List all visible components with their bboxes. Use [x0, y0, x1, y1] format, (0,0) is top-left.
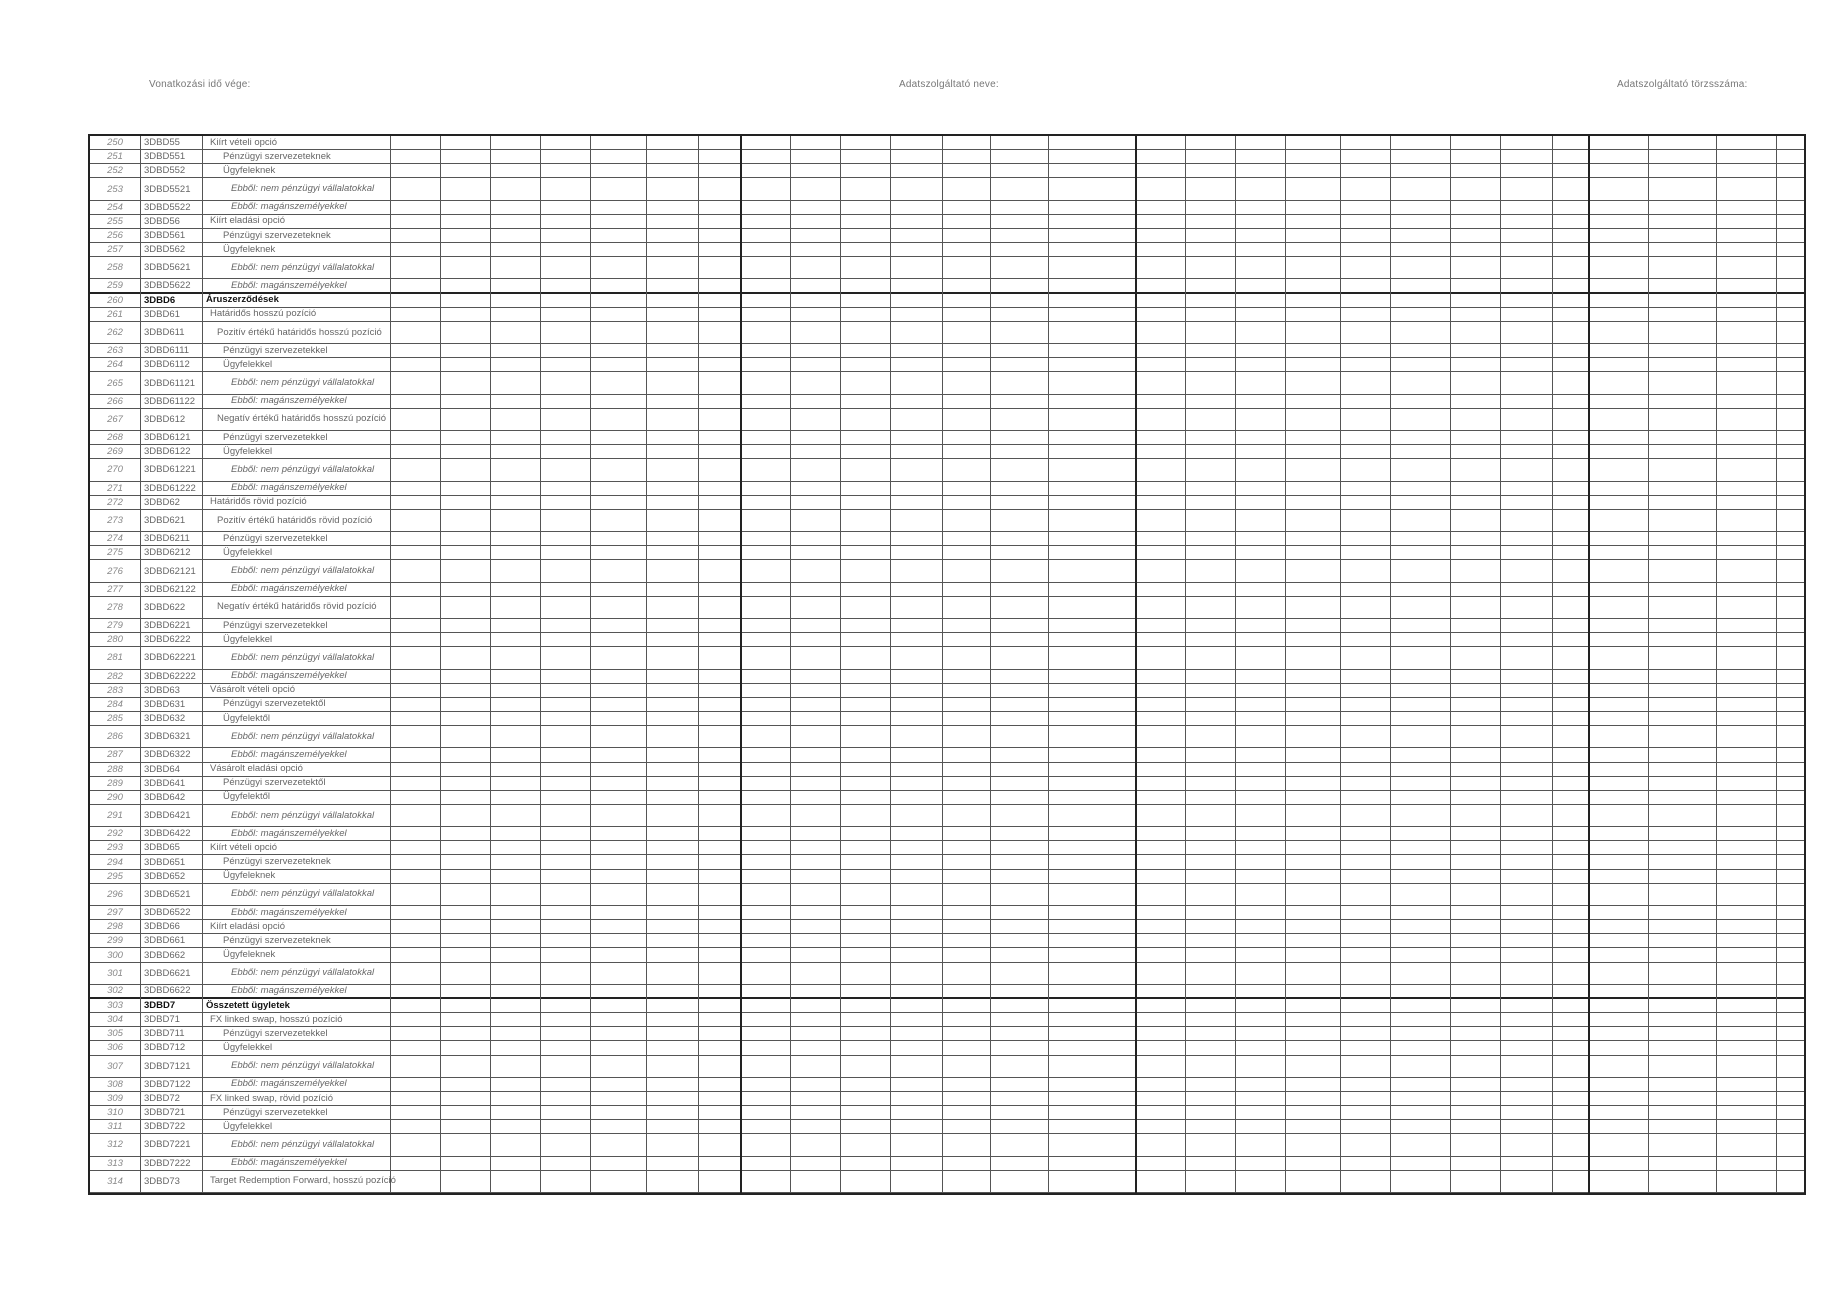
row-label: Ebből: magánszemélyekkel [231, 482, 347, 494]
grid-column-line [1390, 136, 1391, 1193]
row-label: Pénzügyi szervezetektől [223, 698, 326, 710]
table-row [90, 409, 1804, 431]
table-row [90, 827, 1804, 841]
row-number: 287 [107, 749, 123, 761]
row-code: 3DBD632 [144, 713, 186, 725]
row-number: 284 [107, 698, 123, 710]
row-label: Vásárolt eladási opció [210, 763, 303, 775]
row-number: 251 [107, 151, 123, 163]
grid-column-line [790, 136, 791, 1193]
table-row [90, 712, 1804, 726]
row-label: Kiírt eladási opció [210, 215, 285, 227]
row-code: 3DBD6621 [144, 967, 191, 979]
row-label: Ügyfelektől [223, 791, 270, 803]
row-number: 272 [107, 496, 123, 508]
grid-column-line [990, 136, 991, 1193]
row-number: 255 [107, 215, 123, 227]
table-row [90, 344, 1804, 358]
row-code: 3DBD722 [144, 1121, 186, 1133]
row-label: Ügyfelekkel [223, 445, 273, 457]
row-label: Ebből: magánszemélyekkel [231, 1157, 347, 1169]
row-number: 307 [107, 1060, 123, 1072]
row-number: 299 [107, 935, 123, 947]
grid-column-line [440, 136, 441, 1193]
row-label: Kiírt vételi opció [210, 136, 278, 148]
row-code: 3DBD7121 [144, 1060, 191, 1072]
table-row [90, 870, 1804, 884]
row-code: 3DBD6212 [144, 547, 191, 559]
table-row [90, 178, 1804, 200]
header-reference-period-end: Vonatkozási idő vége: [149, 79, 251, 90]
grid-column-line [1450, 136, 1451, 1193]
row-number: 269 [107, 446, 123, 458]
row-label: Pénzügyi szervezetekkel [223, 1106, 328, 1118]
table-row [90, 670, 1804, 684]
row-code: 3DBD552 [144, 165, 186, 177]
row-code: 3DBD73 [144, 1175, 180, 1187]
row-label: Pénzügyi szervezeteknek [223, 934, 331, 946]
row-code: 3DBD63 [144, 684, 180, 696]
row-code: 3DBD6112 [144, 359, 190, 371]
row-number: 283 [107, 684, 123, 696]
row-number: 266 [107, 395, 123, 407]
grid-column-line [1716, 136, 1717, 1193]
table-row [90, 619, 1804, 633]
row-number: 267 [107, 413, 123, 425]
row-number: 261 [107, 308, 123, 320]
row-code: 3DBD612 [144, 413, 186, 425]
row-label: Ebből: nem pénzügyi vállalatokkal [231, 1138, 375, 1150]
row-number: 313 [107, 1157, 123, 1169]
row-label: Ebből: magánszemélyekkel [231, 827, 347, 839]
row-number: 270 [107, 464, 123, 476]
row-label: Ebből: magánszemélyekkel [231, 1078, 347, 1090]
row-number: 278 [107, 601, 123, 613]
row-number: 294 [107, 856, 123, 868]
row-code: 3DBD7221 [144, 1139, 191, 1151]
row-label: Ebből: nem pénzügyi vállalatokkal [231, 463, 375, 475]
grid-column-line [202, 136, 203, 1193]
row-label: Pozitív értékű határidős hosszú pozíció [217, 326, 382, 338]
row-number: 258 [107, 262, 123, 274]
table-row [90, 698, 1804, 712]
table-row [90, 985, 1804, 999]
row-label: Ebből: magánszemélyekkel [231, 279, 347, 291]
header-provider-registration-number: Adatszolgáltató törzsszáma: [1617, 79, 1748, 90]
table-row [90, 482, 1804, 496]
row-label: Ebből: nem pénzügyi vállalatokkal [231, 809, 375, 821]
grid-column-line [1185, 136, 1186, 1193]
grid-column-line [1340, 136, 1341, 1193]
table-row [90, 777, 1804, 791]
table-row [90, 1041, 1804, 1055]
row-label: Pénzügyi szervezetekkel [223, 1027, 328, 1039]
row-code: 3DBD711 [144, 1028, 185, 1040]
row-code: 3DBD6121 [144, 432, 191, 444]
row-label: Ebből: nem pénzügyi vállalatokkal [231, 967, 375, 979]
row-number: 286 [107, 731, 123, 743]
row-number: 311 [107, 1121, 123, 1133]
row-code: 3DBD71 [144, 1014, 180, 1026]
table-row [90, 510, 1804, 532]
row-label: FX linked swap, hosszú pozíció [210, 1013, 343, 1025]
row-code: 3DBD6622 [144, 985, 191, 997]
table-row [90, 1157, 1804, 1171]
row-label: Ügyfelekkel [223, 546, 273, 558]
row-code: 3DBD62221 [144, 652, 196, 664]
grid-column-line [840, 136, 841, 1193]
row-label: Ebből: magánszemélyekkel [231, 984, 347, 996]
row-number: 260 [107, 294, 123, 306]
row-number: 303 [107, 1000, 123, 1012]
table-row [90, 920, 1804, 934]
table-row [90, 948, 1804, 962]
row-code: 3DBD61222 [144, 482, 196, 494]
grid-column-line [1135, 136, 1137, 1193]
row-number: 262 [107, 327, 123, 339]
row-number: 310 [107, 1107, 123, 1119]
grid-column-line [890, 136, 891, 1193]
row-number: 254 [107, 201, 123, 213]
table-row [90, 532, 1804, 546]
row-code: 3DBD641 [144, 777, 186, 789]
row-label: Negatív értékű határidős rövid pozíció [217, 601, 377, 613]
row-code: 3DBD662 [144, 949, 186, 961]
row-label: Ügyfeleknek [223, 949, 276, 961]
row-number: 274 [107, 533, 123, 545]
row-code: 3DBD6521 [144, 888, 191, 900]
row-code: 3DBD631 [144, 698, 186, 710]
row-number: 277 [107, 583, 123, 595]
row-code: 3DBD622 [144, 601, 186, 613]
row-code: 3DBD65 [144, 842, 180, 854]
row-code: 3DBD551 [144, 151, 186, 163]
row-label: Ebből: magánszemélyekkel [231, 748, 347, 760]
row-label: Ügyfelektől [223, 712, 270, 724]
row-number: 289 [107, 777, 123, 789]
grid-column-line [1588, 136, 1590, 1193]
row-code: 3DBD611 [144, 327, 185, 339]
row-label: Kiírt eladási opció [210, 920, 285, 932]
grid-column-line [1776, 136, 1777, 1193]
row-code: 3DBD56 [144, 215, 180, 227]
row-label: Ügyfelekkel [223, 358, 273, 370]
table-row [90, 445, 1804, 459]
row-label: Ügyfelekkel [223, 1120, 273, 1132]
row-number: 268 [107, 432, 123, 444]
row-number: 256 [107, 230, 123, 242]
table-row [90, 999, 1804, 1013]
row-code: 3DBD661 [144, 935, 186, 947]
row-code: 3DBD652 [144, 870, 186, 882]
row-number: 282 [107, 670, 123, 682]
row-number: 308 [107, 1078, 123, 1090]
row-code: 3DBD6222 [144, 634, 191, 646]
row-number: 275 [107, 547, 123, 559]
row-number: 279 [107, 620, 123, 632]
row-label: Pénzügyi szervezetekkel [223, 431, 328, 443]
row-code: 3DBD651 [144, 856, 186, 868]
grid-column-line [1235, 136, 1236, 1193]
grid-column-line [390, 136, 391, 1193]
table-row [90, 431, 1804, 445]
table-row [90, 215, 1804, 229]
row-code: 3DBD62121 [144, 565, 196, 577]
row-number: 271 [107, 482, 123, 494]
row-number: 276 [107, 565, 123, 577]
table-row [90, 459, 1804, 481]
row-code: 3DBD66 [144, 921, 180, 933]
row-label: Ebből: nem pénzügyi vállalatokkal [231, 377, 375, 389]
table-row [90, 597, 1804, 619]
table-row [90, 583, 1804, 597]
row-label: Ebből: nem pénzügyi vállalatokkal [231, 651, 375, 663]
row-label: Pénzügyi szervezetekkel [223, 532, 328, 544]
table-row [90, 164, 1804, 178]
header-provider-name: Adatszolgáltató neve: [899, 79, 999, 90]
table-row [90, 308, 1804, 322]
row-label: Ügyfeleknek [223, 164, 276, 176]
table-row [90, 763, 1804, 777]
row-number: 309 [107, 1093, 123, 1104]
table-row [90, 136, 1804, 150]
grid-column-line [1500, 136, 1501, 1193]
row-label: Határidős rövid pozíció [210, 496, 307, 508]
row-code: 3DBD7222 [144, 1157, 191, 1169]
row-number: 281 [107, 652, 123, 664]
grid-column-line [942, 136, 943, 1193]
row-number: 292 [107, 828, 123, 840]
table-row [90, 841, 1804, 855]
grid-column-line [1048, 136, 1049, 1193]
row-number: 259 [107, 280, 123, 292]
grid-column-line [646, 136, 647, 1193]
row-number: 252 [107, 165, 123, 177]
table-row [90, 1027, 1804, 1041]
row-number: 301 [107, 967, 123, 979]
row-code: 3DBD6322 [144, 749, 191, 761]
row-code: 3DBD6211 [144, 533, 190, 545]
row-label: Pozitív értékű határidős rövid pozíció [217, 514, 373, 526]
row-label: Ebből: magánszemélyekkel [231, 583, 347, 595]
grid-column-line [140, 136, 141, 1193]
grid-column-line [1552, 136, 1553, 1193]
row-label: Pénzügyi szervezetekkel [223, 344, 328, 356]
table-row [90, 150, 1804, 164]
row-label: Vásárolt vételi opció [210, 684, 296, 696]
row-number: 263 [107, 345, 123, 357]
row-label: Ebből: nem pénzügyi vállalatokkal [231, 183, 375, 195]
table-row [90, 906, 1804, 920]
row-label: Negatív értékű határidős hosszú pozíció [217, 413, 386, 425]
row-label: Kiírt vételi opció [210, 841, 278, 853]
row-code: 3DBD7 [144, 1000, 176, 1012]
row-code: 3DBD6122 [144, 446, 191, 458]
table-row [90, 1013, 1804, 1027]
row-number: 273 [107, 515, 123, 526]
row-code: 3DBD72 [144, 1093, 180, 1104]
row-label: Ebből: nem pénzügyi vállalatokkal [231, 730, 375, 742]
grid-column-line [740, 136, 742, 1193]
row-label: Ebből: magánszemélyekkel [231, 670, 347, 682]
row-code: 3DBD61121 [144, 377, 196, 389]
row-label: Ebből: nem pénzügyi vállalatokkal [231, 888, 375, 900]
row-label: Ebből: nem pénzügyi vállalatokkal [231, 1060, 375, 1072]
table-row [90, 1078, 1804, 1092]
grid-column-line [540, 136, 541, 1193]
row-label: Ügyfeleknek [223, 870, 276, 882]
row-label: Összetett ügyletek [206, 999, 290, 1011]
data-table [88, 134, 1806, 1195]
row-code: 3DBD64 [144, 763, 180, 775]
row-number: 253 [107, 183, 123, 195]
grid-column-line [1285, 136, 1286, 1193]
row-number: 297 [107, 907, 123, 919]
table-row [90, 279, 1804, 293]
row-number: 312 [107, 1139, 123, 1151]
row-code: 3DBD6321 [144, 731, 191, 743]
table-row [90, 560, 1804, 582]
table-row [90, 726, 1804, 748]
row-number: 306 [107, 1042, 123, 1054]
row-code: 3DBD61 [144, 308, 180, 320]
row-number: 264 [107, 359, 123, 371]
row-number: 304 [107, 1014, 123, 1026]
row-number: 257 [107, 244, 123, 256]
row-code: 3DBD642 [144, 791, 186, 803]
row-code: 3DBD62122 [144, 583, 196, 595]
table-row [90, 229, 1804, 243]
table-row [90, 963, 1804, 985]
row-label: Pénzügyi szervezeteknek [223, 856, 331, 868]
table-row [90, 358, 1804, 372]
table-row [90, 633, 1804, 647]
row-code: 3DBD62222 [144, 670, 196, 682]
row-label: Ebből: magánszemélyekkel [231, 201, 347, 213]
row-number: 314 [107, 1175, 123, 1187]
row-code: 3DBD562 [144, 244, 186, 256]
table-row [90, 748, 1804, 762]
table-row [90, 322, 1804, 344]
row-number: 288 [107, 763, 123, 775]
row-number: 291 [107, 810, 123, 822]
table-row [90, 1120, 1804, 1134]
row-code: 3DBD62 [144, 496, 180, 508]
row-label: Áruszerződések [206, 294, 279, 306]
row-code: 3DBD5521 [144, 183, 191, 195]
row-code: 3DBD6111 [144, 345, 190, 357]
row-label: Ügyfeleknek [223, 243, 276, 255]
row-code: 3DBD7122 [144, 1078, 191, 1090]
row-number: 290 [107, 791, 123, 803]
row-label: FX linked swap, rövid pozíció [210, 1092, 334, 1104]
table-row [90, 684, 1804, 698]
table-row [90, 1106, 1804, 1120]
row-code: 3DBD721 [144, 1107, 186, 1119]
table-row [90, 805, 1804, 827]
row-label: Pénzügyi szervezetekkel [223, 619, 328, 631]
row-label: Ügyfelekkel [223, 633, 273, 645]
row-number: 285 [107, 713, 123, 725]
row-code: 3DBD6522 [144, 907, 191, 919]
row-number: 280 [107, 634, 123, 646]
table-row [90, 257, 1804, 279]
row-code: 3DBD6221 [144, 620, 191, 632]
row-code: 3DBD621 [144, 515, 186, 526]
table-row [90, 395, 1804, 409]
row-number: 295 [107, 870, 123, 882]
row-label: Ebből: nem pénzügyi vállalatokkal [231, 565, 375, 577]
table-row [90, 1056, 1804, 1078]
row-code: 3DBD712 [144, 1042, 186, 1054]
table-row [90, 243, 1804, 257]
table-row [90, 934, 1804, 948]
row-number: 293 [107, 842, 123, 854]
table-row [90, 1171, 1804, 1193]
grid-column-line [590, 136, 591, 1193]
row-number: 250 [107, 137, 123, 149]
row-label: Ebből: magánszemélyekkel [231, 906, 347, 918]
row-code: 3DBD61122 [144, 395, 196, 407]
grid-column-line [698, 136, 699, 1193]
row-number: 296 [107, 888, 123, 900]
row-code: 3DBD6422 [144, 828, 191, 840]
table-row [90, 855, 1804, 869]
row-code: 3DBD55 [144, 137, 180, 149]
row-code: 3DBD6 [144, 294, 176, 306]
table-row [90, 1092, 1804, 1106]
table-row [90, 496, 1804, 510]
row-label: Határidős hosszú pozíció [210, 308, 317, 320]
grid-column-line [490, 136, 491, 1193]
table-row [90, 372, 1804, 394]
table-row [90, 294, 1804, 308]
row-label: Pénzügyi szervezeteknek [223, 150, 331, 162]
table-row [90, 201, 1804, 215]
table-row [90, 1134, 1804, 1156]
row-number: 265 [107, 377, 123, 389]
row-label: Pénzügyi szervezetektől [223, 777, 326, 789]
row-number: 305 [107, 1028, 123, 1040]
row-label: Ügyfelekkel [223, 1041, 273, 1053]
table-row [90, 546, 1804, 560]
row-number: 298 [107, 921, 123, 933]
table-row [90, 647, 1804, 669]
row-code: 3DBD6421 [144, 810, 191, 822]
row-code: 3DBD5621 [144, 262, 191, 274]
row-label: Pénzügyi szervezeteknek [223, 229, 331, 241]
row-label: Target Redemption Forward, hosszú pozíció [210, 1175, 396, 1187]
table-row [90, 791, 1804, 805]
row-label: Ebből: nem pénzügyi vállalatokkal [231, 261, 375, 273]
row-number: 302 [107, 985, 123, 997]
row-number: 300 [107, 949, 123, 961]
row-code: 3DBD61221 [144, 464, 196, 476]
row-code: 3DBD5522 [144, 201, 191, 213]
row-code: 3DBD5622 [144, 280, 191, 292]
table-row [90, 884, 1804, 906]
row-code: 3DBD561 [144, 230, 186, 242]
grid-column-line [1648, 136, 1649, 1193]
row-label: Ebből: magánszemélyekkel [231, 395, 347, 407]
